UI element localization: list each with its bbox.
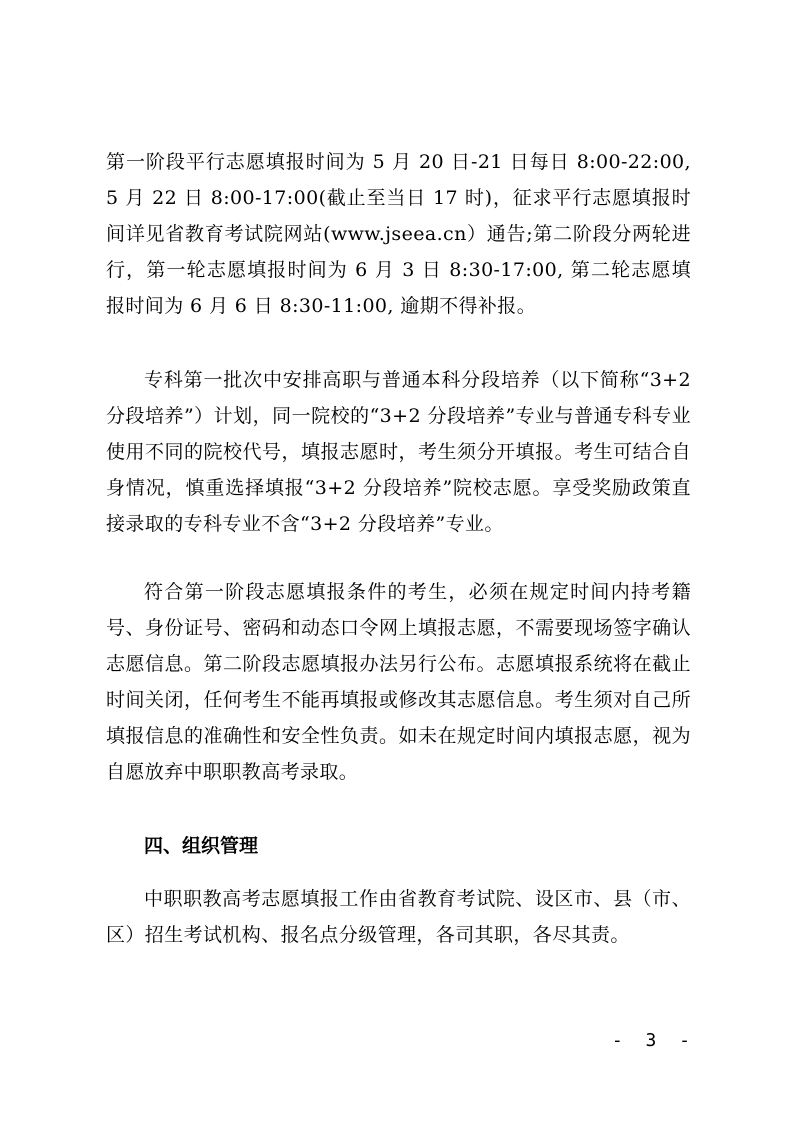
paragraph-filling-rules: 符合第一阶段志愿填报条件的考生，必须在规定时间内持考籍号、身份证号、密码和动态口令网上填报志愿，不需要现场签字确认志愿信息。第二阶段志愿填报办法另行公布。志愿填报系统将在截止时间关闭，任何考生不能再填报或修改其志愿信息。考生须对自己所填报信息的准确性和安全性负责。如未在规定时间内填报志愿，视为自愿放弃中职职教高考录取。 [106, 581, 691, 783]
paragraph-segmented-training: 专科第一批次中安排高职与普通本科分段培养（以下简称“3+2 分段培养”）计划，同一院校的“3+2 分段培养”专业与普通专科专业使用不同的院校代号，填报志愿时，考生须分开填报。考生可结合自身情况，慎重选择填报“3+2 分段培养”院校志愿。享受奖励政策直接录取的专科专业不含“3+2 分段培养”专业。 [106, 369, 691, 535]
paragraph-organization: 中职职教高考志愿填报工作由省教育考试院、设区市、县（市、区）招生考试机构、报名点分级管理，各司其职，各尽其责。 [106, 888, 691, 946]
paragraph-schedule: 第一阶段平行志愿填报时间为 5 月 20 日-21 日每日 8:00-22:00, 5 月 22 日 8:00-17:00(截止至当日 17 时)，征求平行志愿填报时间详见省教育考试院网站(www.jseea.cn）通告;第二阶段分两轮进行，第一轮志愿填报时间为 6 月 3 日 8:30-17:00, 第二轮志愿填报时间为 6 月 6 日 8:30-11:00, 逾期不得补报。 [106, 151, 691, 317]
section-heading: 四、组织管理 [144, 835, 259, 857]
page-number: - 3 - [611, 1030, 696, 1051]
